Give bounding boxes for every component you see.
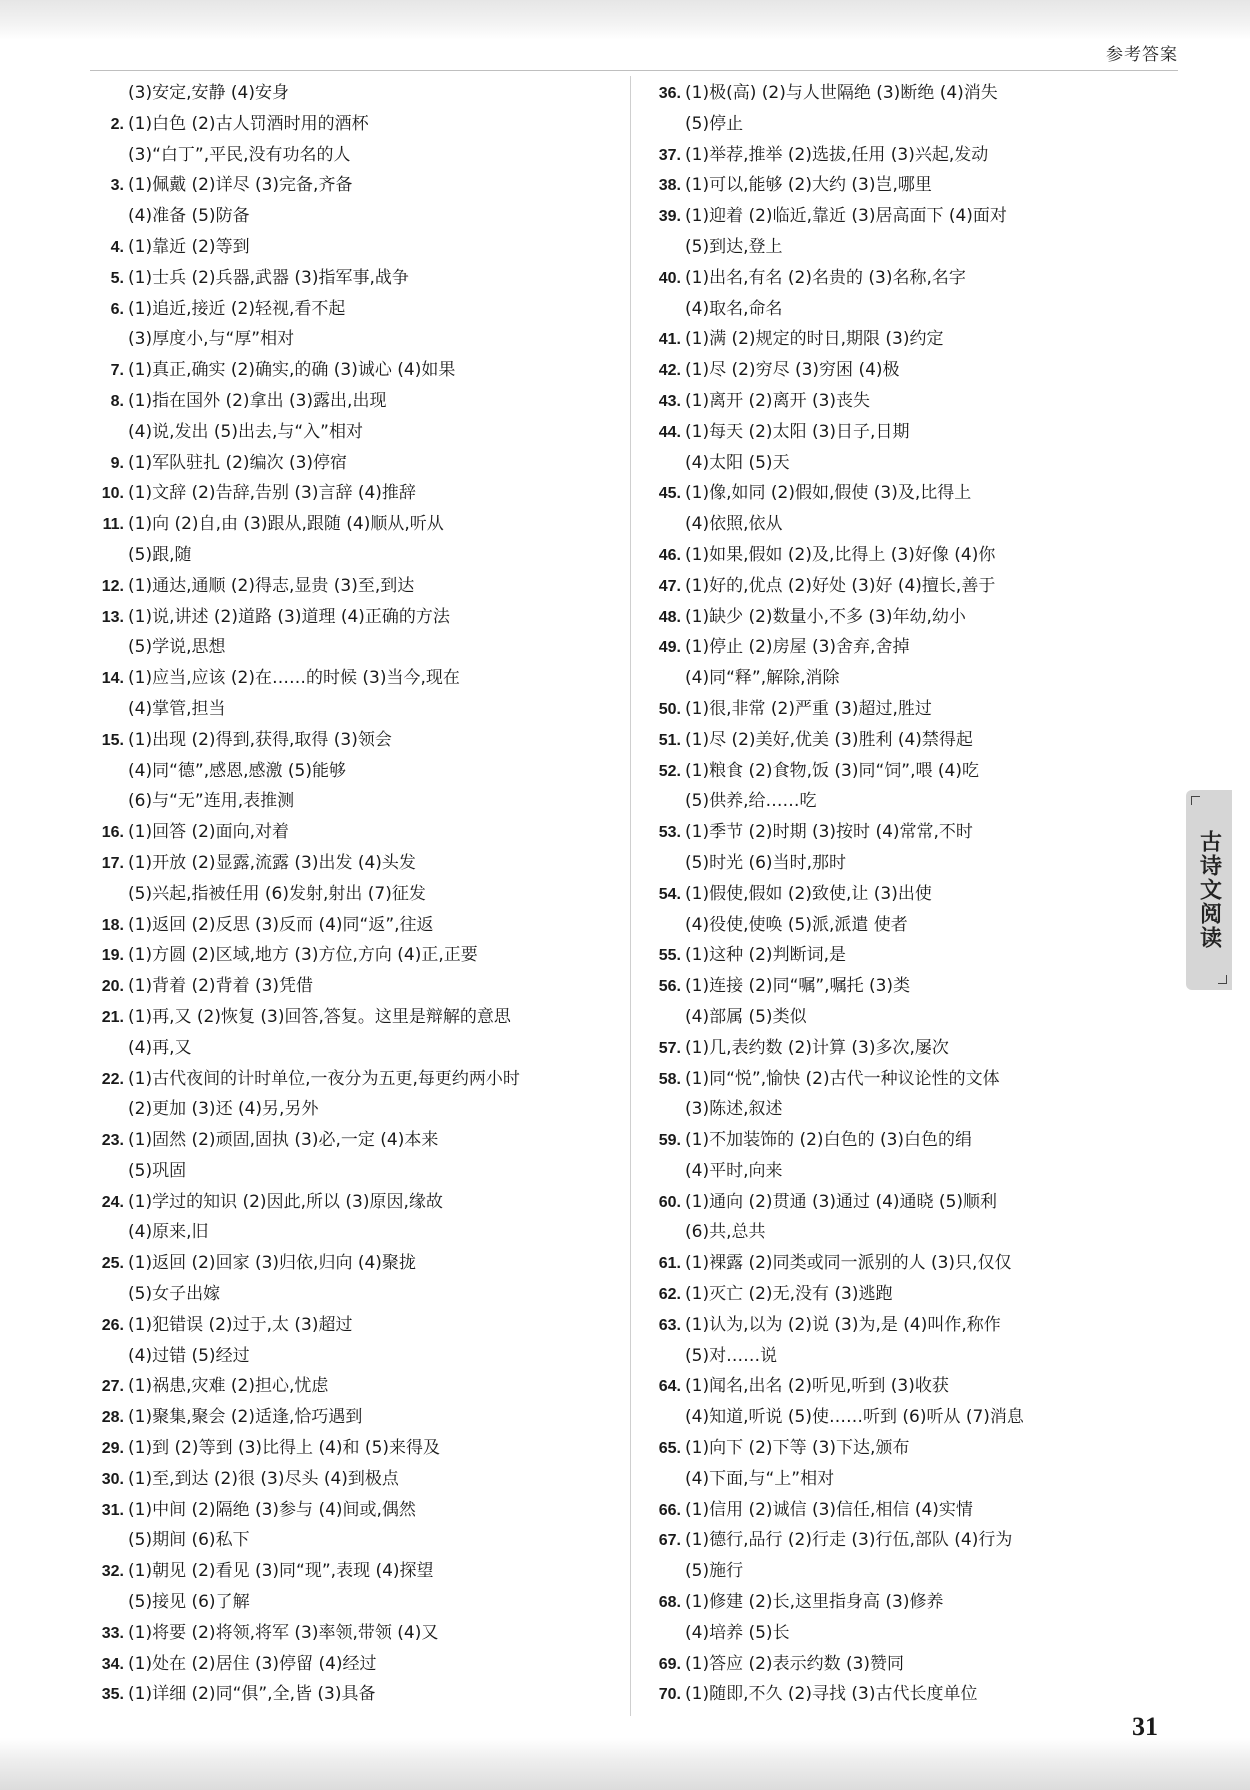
- answer-text: (1)每天 (2)太阳 (3)日子,日期: [685, 421, 910, 442]
- answer-line: [647, 1371, 1187, 1402]
- answer-number: 20.: [101, 978, 124, 996]
- answer-line: [90, 417, 620, 448]
- answer-line: [90, 386, 620, 417]
- answer-line: [90, 1618, 620, 1649]
- answer-column-left: [90, 78, 620, 1710]
- answer-line: [90, 1433, 620, 1464]
- answer-line: [90, 1094, 620, 1125]
- answer-line: [90, 1464, 620, 1495]
- answer-number: 18.: [101, 916, 124, 934]
- answer-line: [90, 509, 620, 540]
- answer-line: [90, 971, 620, 1002]
- answer-text: (5)期间 (6)私下: [128, 1530, 250, 1551]
- section-tab: [1186, 790, 1232, 990]
- answer-number: 16.: [101, 824, 124, 842]
- answer-text: (6)与“无”连用,表推测: [128, 791, 295, 812]
- answer-line: [647, 540, 1187, 571]
- answer-number: 6.: [110, 300, 124, 318]
- answer-text: (1)学过的知识 (2)因此,所以 (3)原因,缘故: [128, 1191, 443, 1212]
- answer-text: (1)文辞 (2)告辞,告别 (3)言辞 (4)推辞: [128, 483, 416, 504]
- answer-line: [647, 140, 1187, 171]
- answer-line: [90, 1156, 620, 1187]
- answer-line: [647, 78, 1187, 109]
- answer-line: [647, 1002, 1187, 1033]
- answer-number: 12.: [101, 577, 124, 595]
- answer-line: [90, 848, 620, 879]
- answer-line: [90, 1679, 620, 1710]
- answer-line: [90, 694, 620, 725]
- answer-text: (4)说,发出 (5)出去,与“入”相对: [128, 421, 363, 442]
- answer-text: (1)开放 (2)显露,流露 (3)出发 (4)头发: [128, 852, 416, 873]
- answer-number: 41.: [658, 331, 681, 349]
- answer-line: [90, 232, 620, 263]
- answer-number: 65.: [658, 1440, 681, 1458]
- answer-number: 5.: [110, 269, 124, 287]
- answer-number: 53.: [658, 824, 681, 842]
- answer-number: 28.: [101, 1409, 124, 1427]
- answer-text: (1)闻名,出名 (2)听见,听到 (3)收获: [685, 1376, 949, 1397]
- answer-line: [647, 1587, 1187, 1618]
- answer-line: [90, 140, 620, 171]
- answer-text: (1)详细 (2)同“俱”,全,皆 (3)具备: [128, 1684, 376, 1705]
- answer-text: (5)对……说: [685, 1345, 778, 1366]
- answer-number: 39.: [658, 208, 681, 226]
- answer-line: [647, 756, 1187, 787]
- answer-line: [647, 1094, 1187, 1125]
- answer-number: 17.: [101, 854, 124, 872]
- answer-text: (1)古代夜间的计时单位,一夜分为五更,每更约两小时: [128, 1068, 520, 1089]
- answer-line: [647, 1649, 1187, 1680]
- answer-line: [90, 663, 620, 694]
- page-number: 31: [1132, 1712, 1158, 1741]
- answer-line: [90, 478, 620, 509]
- answer-text: (1)迎着 (2)临近,靠近 (3)居高面下 (4)面对: [685, 206, 1007, 227]
- answer-line: [90, 1402, 620, 1433]
- answer-number: 70.: [658, 1686, 681, 1704]
- answer-number: 4.: [110, 238, 124, 256]
- answer-line: [647, 663, 1187, 694]
- answer-number: 34.: [101, 1655, 124, 1673]
- answer-number: 3.: [110, 177, 124, 195]
- answer-number: 14.: [101, 670, 124, 688]
- answer-number: 15.: [101, 731, 124, 749]
- answer-text: (1)出名,有名 (2)名贵的 (3)名称,名字: [685, 267, 966, 288]
- answer-line: [90, 1033, 620, 1064]
- answer-text: (1)灭亡 (2)无,没有 (3)逃跑: [685, 1284, 893, 1305]
- answer-text: (1)停止 (2)房屋 (3)舍弃,舍掉: [685, 637, 910, 658]
- answer-number: 44.: [658, 423, 681, 441]
- answer-text: (1)好的,优点 (2)好处 (3)好 (4)擅长,善于: [685, 575, 996, 596]
- answer-line: [90, 1587, 620, 1618]
- answer-number: 42.: [658, 362, 681, 380]
- answer-text: (1)修建 (2)长,这里指身高 (3)修养: [685, 1592, 944, 1613]
- answer-line: [647, 1217, 1187, 1248]
- answer-text: (1)德行,品行 (2)行走 (3)行伍,部队 (4)行为: [685, 1530, 1013, 1551]
- answer-line: [647, 571, 1187, 602]
- answer-line: [90, 355, 620, 386]
- answer-text: (1)中间 (2)隔绝 (3)参与 (4)间或,偶然: [128, 1499, 416, 1520]
- answer-line: [647, 1679, 1187, 1710]
- answer-line: [647, 201, 1187, 232]
- answer-text: (1)不加装饰的 (2)白色的 (3)白色的绢: [685, 1130, 973, 1151]
- answer-number: 27.: [101, 1378, 124, 1396]
- answer-number: 67.: [658, 1532, 681, 1550]
- answer-text: (5)停止: [685, 113, 744, 134]
- answer-text: (1)缺少 (2)数量小,不多 (3)年幼,幼小: [685, 606, 966, 627]
- answer-line: [647, 786, 1187, 817]
- answer-line: [647, 417, 1187, 448]
- answer-text: (1)至,到达 (2)很 (3)尽头 (4)到极点: [128, 1468, 399, 1489]
- answer-text: (1)随即,不久 (2)寻找 (3)古代长度单位: [685, 1684, 978, 1705]
- answer-number: 55.: [658, 947, 681, 965]
- answer-number: 63.: [658, 1316, 681, 1334]
- answer-text: (1)返回 (2)反思 (3)反而 (4)同“返”,往返: [128, 914, 434, 935]
- answer-line: [647, 725, 1187, 756]
- answer-text: (1)尽 (2)穷尽 (3)穷困 (4)极: [685, 360, 900, 381]
- answer-text: (1)追近,接近 (2)轻视,看不起: [128, 298, 346, 319]
- answer-line: [90, 1495, 620, 1526]
- answer-line: [90, 1556, 620, 1587]
- answer-line: [90, 324, 620, 355]
- answer-line: [90, 540, 620, 571]
- answer-text: (5)供养,给……吃: [685, 791, 817, 812]
- answer-number: 54.: [658, 885, 681, 903]
- answer-text: (1)处在 (2)居住 (3)停留 (4)经过: [128, 1653, 377, 1674]
- answer-line: [647, 1464, 1187, 1495]
- answer-text: (4)再,又: [128, 1037, 192, 1058]
- answer-text: (1)祸患,灾难 (2)担心,忧虑: [128, 1376, 329, 1397]
- answer-number: 61.: [658, 1255, 681, 1273]
- answer-number: 69.: [658, 1655, 681, 1673]
- answer-line: [647, 1033, 1187, 1064]
- answer-line: [90, 78, 620, 109]
- answer-text: (1)回答 (2)面向,对着: [128, 822, 289, 843]
- answer-number: 47.: [658, 577, 681, 595]
- answer-number: 45.: [658, 485, 681, 503]
- answer-text: (5)女子出嫁: [128, 1284, 221, 1305]
- answer-number: 25.: [101, 1255, 124, 1273]
- answer-text: (1)这种 (2)判断词,是: [685, 945, 846, 966]
- answer-number: 26.: [101, 1316, 124, 1334]
- answer-line: [90, 1064, 620, 1095]
- answer-text: (1)聚集,聚会 (2)适逢,恰巧遇到: [128, 1407, 363, 1428]
- answer-text: (3)安定,安静 (4)安身: [128, 83, 289, 103]
- answer-number: 48.: [658, 608, 681, 626]
- answer-text: (5)到达,登上: [685, 236, 783, 257]
- answer-number: 46.: [658, 546, 681, 564]
- answer-text: (1)季节 (2)时期 (3)按时 (4)常常,不时: [685, 822, 973, 843]
- answer-line: [90, 571, 620, 602]
- answer-line: [90, 1217, 620, 1248]
- answer-column-right: [647, 78, 1187, 1710]
- answer-text: (4)部属 (5)类似: [685, 1006, 807, 1027]
- answer-text: (1)通达,通顺 (2)得志,显贵 (3)至,到达: [128, 575, 415, 596]
- answer-text: (1)认为,以为 (2)说 (3)为,是 (4)叫作,称作: [685, 1314, 1001, 1335]
- answer-text: (1)指在国外 (2)拿出 (3)露出,出现: [128, 390, 387, 411]
- answer-text: (1)很,非常 (2)严重 (3)超过,胜过: [685, 698, 932, 719]
- answer-text: (1)可以,能够 (2)大约 (3)岂,哪里: [685, 175, 932, 196]
- answer-text: (4)培养 (5)长: [685, 1622, 790, 1643]
- answer-line: [90, 1002, 620, 1033]
- answer-line: [647, 478, 1187, 509]
- answer-text: (6)共,总共: [685, 1222, 766, 1243]
- answer-text: (4)取名,命名: [685, 298, 783, 319]
- answer-number: 60.: [658, 1193, 681, 1211]
- answer-line: [90, 756, 620, 787]
- answer-text: (1)裸露 (2)同类或同一派别的人 (3)只,仅仅: [685, 1253, 1012, 1274]
- answer-text: (5)巩固: [128, 1160, 187, 1181]
- answer-text: (1)极(高) (2)与人世隔绝 (3)断绝 (4)消失: [685, 83, 998, 103]
- answer-number: 23.: [101, 1132, 124, 1150]
- answer-line: [647, 1156, 1187, 1187]
- answer-line: [647, 109, 1187, 140]
- answer-line: [647, 971, 1187, 1002]
- answer-line: [647, 1341, 1187, 1372]
- answer-text: (1)向下 (2)下等 (3)下达,颁布: [685, 1438, 910, 1459]
- answer-text: (3)“白丁”,平民,没有功名的人: [128, 144, 351, 165]
- answer-number: 32.: [101, 1563, 124, 1581]
- answer-line: [90, 910, 620, 941]
- answer-line: [647, 1525, 1187, 1556]
- answer-text: (1)粮食 (2)食物,饭 (3)同“饲”,喂 (4)吃: [685, 760, 979, 781]
- answer-line: [647, 848, 1187, 879]
- answer-text: (1)靠近 (2)等到: [128, 236, 250, 257]
- answer-number: 68.: [658, 1594, 681, 1612]
- answer-text: (1)将要 (2)将领,将军 (3)率领,带领 (4)又: [128, 1622, 439, 1643]
- answer-text: (1)尽 (2)美好,优美 (3)胜利 (4)禁得起: [685, 729, 973, 750]
- answer-text: (1)假使,假如 (2)致使,让 (3)出使: [685, 883, 932, 904]
- answer-text: (1)方圆 (2)区域,地方 (3)方位,方向 (4)正,正要: [128, 945, 478, 966]
- answer-number: 33.: [101, 1624, 124, 1642]
- answer-line: [647, 170, 1187, 201]
- answer-text: (1)向 (2)自,由 (3)跟从,跟随 (4)顺从,听从: [128, 514, 444, 535]
- answer-text: (5)学说,思想: [128, 637, 226, 658]
- answer-line: [90, 817, 620, 848]
- answer-number: 29.: [101, 1440, 124, 1458]
- answer-number: 58.: [658, 1070, 681, 1088]
- answer-line: [647, 1402, 1187, 1433]
- answer-text: (1)军队驻扎 (2)编次 (3)停宿: [128, 452, 348, 473]
- answer-text: (1)朝见 (2)看见 (3)同“现”,表现 (4)探望: [128, 1561, 434, 1582]
- answer-text: (1)答应 (2)表示约数 (3)赞同: [685, 1653, 905, 1674]
- answer-number: 24.: [101, 1193, 124, 1211]
- answer-text: (1)真正,确实 (2)确实,的确 (3)诚心 (4)如果: [128, 360, 456, 381]
- answer-line: [647, 632, 1187, 663]
- answer-text: (1)信用 (2)诚信 (3)信任,相信 (4)实情: [685, 1499, 973, 1520]
- answer-number: 37.: [658, 146, 681, 164]
- tab-corner-mark: [1191, 796, 1200, 805]
- column-divider: [630, 76, 631, 1716]
- answer-text: (1)如果,假如 (2)及,比得上 (3)好像 (4)你: [685, 544, 996, 565]
- answer-line: [90, 940, 620, 971]
- answer-line: [647, 1248, 1187, 1279]
- answer-line: [90, 1310, 620, 1341]
- answer-line: [90, 1187, 620, 1218]
- answer-line: [647, 602, 1187, 633]
- answer-text: (1)佩戴 (2)详尽 (3)完备,齐备: [128, 175, 353, 196]
- answer-text: (4)掌管,担当: [128, 698, 226, 719]
- answer-line: [90, 1248, 620, 1279]
- answer-text: (1)到 (2)等到 (3)比得上 (4)和 (5)来得及: [128, 1438, 441, 1459]
- answer-number: 56.: [658, 978, 681, 996]
- answer-number: 30.: [101, 1470, 124, 1488]
- answer-number: 8.: [110, 392, 124, 410]
- answer-line: [647, 324, 1187, 355]
- answer-text: (1)像,如同 (2)假如,假使 (3)及,比得上: [685, 483, 972, 504]
- answer-number: 22.: [101, 1070, 124, 1088]
- answer-text: (1)通向 (2)贯通 (3)通过 (4)通晓 (5)顺利: [685, 1191, 998, 1212]
- answer-number: 66.: [658, 1501, 681, 1519]
- answer-line: [647, 910, 1187, 941]
- answer-line: [90, 1371, 620, 1402]
- answer-line: [647, 1187, 1187, 1218]
- answer-line: [90, 294, 620, 325]
- answer-number: 57.: [658, 1039, 681, 1057]
- answer-text: (4)役使,使唤 (5)派,派遣 使者: [685, 914, 908, 935]
- answer-number: 10.: [101, 485, 124, 503]
- answer-line: [90, 1341, 620, 1372]
- answer-line: [647, 1310, 1187, 1341]
- answer-text: (5)施行: [685, 1561, 744, 1582]
- answer-number: 11.: [102, 516, 124, 534]
- answer-line: [90, 1125, 620, 1156]
- answer-number: 52.: [658, 762, 681, 780]
- answer-text: (2)更加 (3)还 (4)另,另外: [128, 1099, 319, 1120]
- page-header-title: 参考答案: [1106, 45, 1178, 65]
- answer-number: 7.: [110, 362, 124, 380]
- answer-line: [647, 355, 1187, 386]
- answer-number: 59.: [658, 1132, 681, 1150]
- answer-line: [90, 786, 620, 817]
- answer-line: [647, 294, 1187, 325]
- answer-line: [90, 725, 620, 756]
- answer-number: 49.: [658, 639, 681, 657]
- answer-text: (5)跟,随: [128, 544, 192, 565]
- answer-number: 51.: [658, 731, 681, 749]
- answer-text: (4)太阳 (5)天: [685, 452, 790, 473]
- answer-text: (1)几,表约数 (2)计算 (3)多次,屡次: [685, 1037, 949, 1058]
- answer-line: [647, 1556, 1187, 1587]
- answer-number: 31.: [101, 1501, 124, 1519]
- answer-line: [90, 170, 620, 201]
- answer-line: [647, 1433, 1187, 1464]
- answer-line: [90, 263, 620, 294]
- answer-text: (4)准备 (5)防备: [128, 206, 250, 227]
- answer-number: 35.: [101, 1686, 124, 1704]
- answer-text: (1)士兵 (2)兵器,武器 (3)指军事,战争: [128, 267, 409, 288]
- answer-text: (4)同“德”,感恩,感激 (5)能够: [128, 760, 346, 781]
- answer-number: 19.: [101, 947, 124, 965]
- answer-text: (1)连接 (2)同“嘱”,嘱托 (3)类: [685, 976, 911, 997]
- answer-line: [647, 448, 1187, 479]
- answer-line: [647, 509, 1187, 540]
- answer-number: 40.: [658, 269, 681, 287]
- answer-line: [90, 632, 620, 663]
- header-rule: [90, 70, 1178, 71]
- answer-text: (5)兴起,指被任用 (6)发射,射出 (7)征发: [128, 883, 426, 904]
- answer-line: [647, 1495, 1187, 1526]
- answer-text: (1)犯错误 (2)过于,太 (3)超过: [128, 1314, 353, 1335]
- answer-number: 64.: [658, 1378, 681, 1396]
- answer-text: (1)出现 (2)得到,获得,取得 (3)领会: [128, 729, 392, 750]
- answer-text: (5)接见 (6)了解: [128, 1592, 250, 1613]
- answer-text: (1)返回 (2)回家 (3)归依,归向 (4)聚拢: [128, 1253, 416, 1274]
- answer-text: (4)原来,旧: [128, 1222, 209, 1243]
- answer-text: (4)下面,与“上”相对: [685, 1468, 835, 1489]
- answer-line: [647, 879, 1187, 910]
- answer-text: (1)满 (2)规定的时日,期限 (3)约定: [685, 329, 944, 350]
- answer-line: [90, 201, 620, 232]
- answer-line: [90, 1279, 620, 1310]
- answer-text: (5)时光 (6)当时,那时: [685, 852, 846, 873]
- answer-number: 9.: [110, 454, 124, 472]
- answer-number: 2.: [110, 115, 124, 133]
- answer-line: [647, 232, 1187, 263]
- answer-number: 21.: [101, 1008, 124, 1026]
- answer-line: [647, 694, 1187, 725]
- answer-text: (4)过错 (5)经过: [128, 1345, 250, 1366]
- answer-text: (1)白色 (2)古人罚酒时用的酒杯: [128, 113, 369, 134]
- answer-text: (1)说,讲述 (2)道路 (3)道理 (4)正确的方法: [128, 606, 450, 627]
- answer-line: [647, 1618, 1187, 1649]
- answer-line: [90, 1525, 620, 1556]
- answer-text: (4)知道,听说 (5)使……听到 (6)听从 (7)消息: [685, 1407, 1024, 1428]
- tab-corner-mark: [1218, 975, 1227, 984]
- answer-line: [647, 1125, 1187, 1156]
- answer-line: [647, 940, 1187, 971]
- answer-text: (3)陈述,叙述: [685, 1099, 783, 1120]
- answer-line: [647, 817, 1187, 848]
- top-shading: [0, 0, 1250, 40]
- answer-line: [647, 1279, 1187, 1310]
- answer-line: [90, 879, 620, 910]
- answer-number: 50.: [658, 700, 681, 718]
- answer-line: [90, 109, 620, 140]
- answer-line: [90, 1649, 620, 1680]
- answer-number: 43.: [658, 392, 681, 410]
- answer-text: (1)举荐,推举 (2)选拔,任用 (3)兴起,发动: [685, 144, 989, 165]
- section-tab-label: 古诗文阅读: [1196, 830, 1222, 950]
- answer-text: (1)离开 (2)离开 (3)丧失: [685, 390, 871, 411]
- answer-text: (1)再,又 (2)恢复 (3)回答,答复。这里是辩解的意思: [128, 1006, 511, 1027]
- answer-number: 62.: [658, 1286, 681, 1304]
- answer-text: (4)平时,向来: [685, 1160, 783, 1181]
- answer-line: [90, 602, 620, 633]
- answer-number: 38.: [658, 177, 681, 195]
- bottom-shading: [0, 1738, 1250, 1790]
- answer-text: (1)应当,应该 (2)在……的时候 (3)当今,现在: [128, 668, 460, 689]
- answer-text: (4)同“释”,解除,消除: [685, 668, 840, 689]
- answer-line: [90, 448, 620, 479]
- answer-number: 13.: [101, 608, 124, 626]
- answer-text: (4)依照,依从: [685, 514, 783, 535]
- answer-number: 36.: [658, 85, 681, 102]
- answer-text: (1)固然 (2)顽固,固执 (3)必,一定 (4)本来: [128, 1130, 439, 1151]
- answer-text: (1)背着 (2)背着 (3)凭借: [128, 976, 314, 997]
- answer-text: (3)厚度小,与“厚”相对: [128, 329, 295, 350]
- answer-line: [647, 1064, 1187, 1095]
- answer-text: (1)同“悦”,愉快 (2)古代一种议论性的文体: [685, 1068, 1000, 1089]
- answer-line: [647, 386, 1187, 417]
- answer-line: [647, 263, 1187, 294]
